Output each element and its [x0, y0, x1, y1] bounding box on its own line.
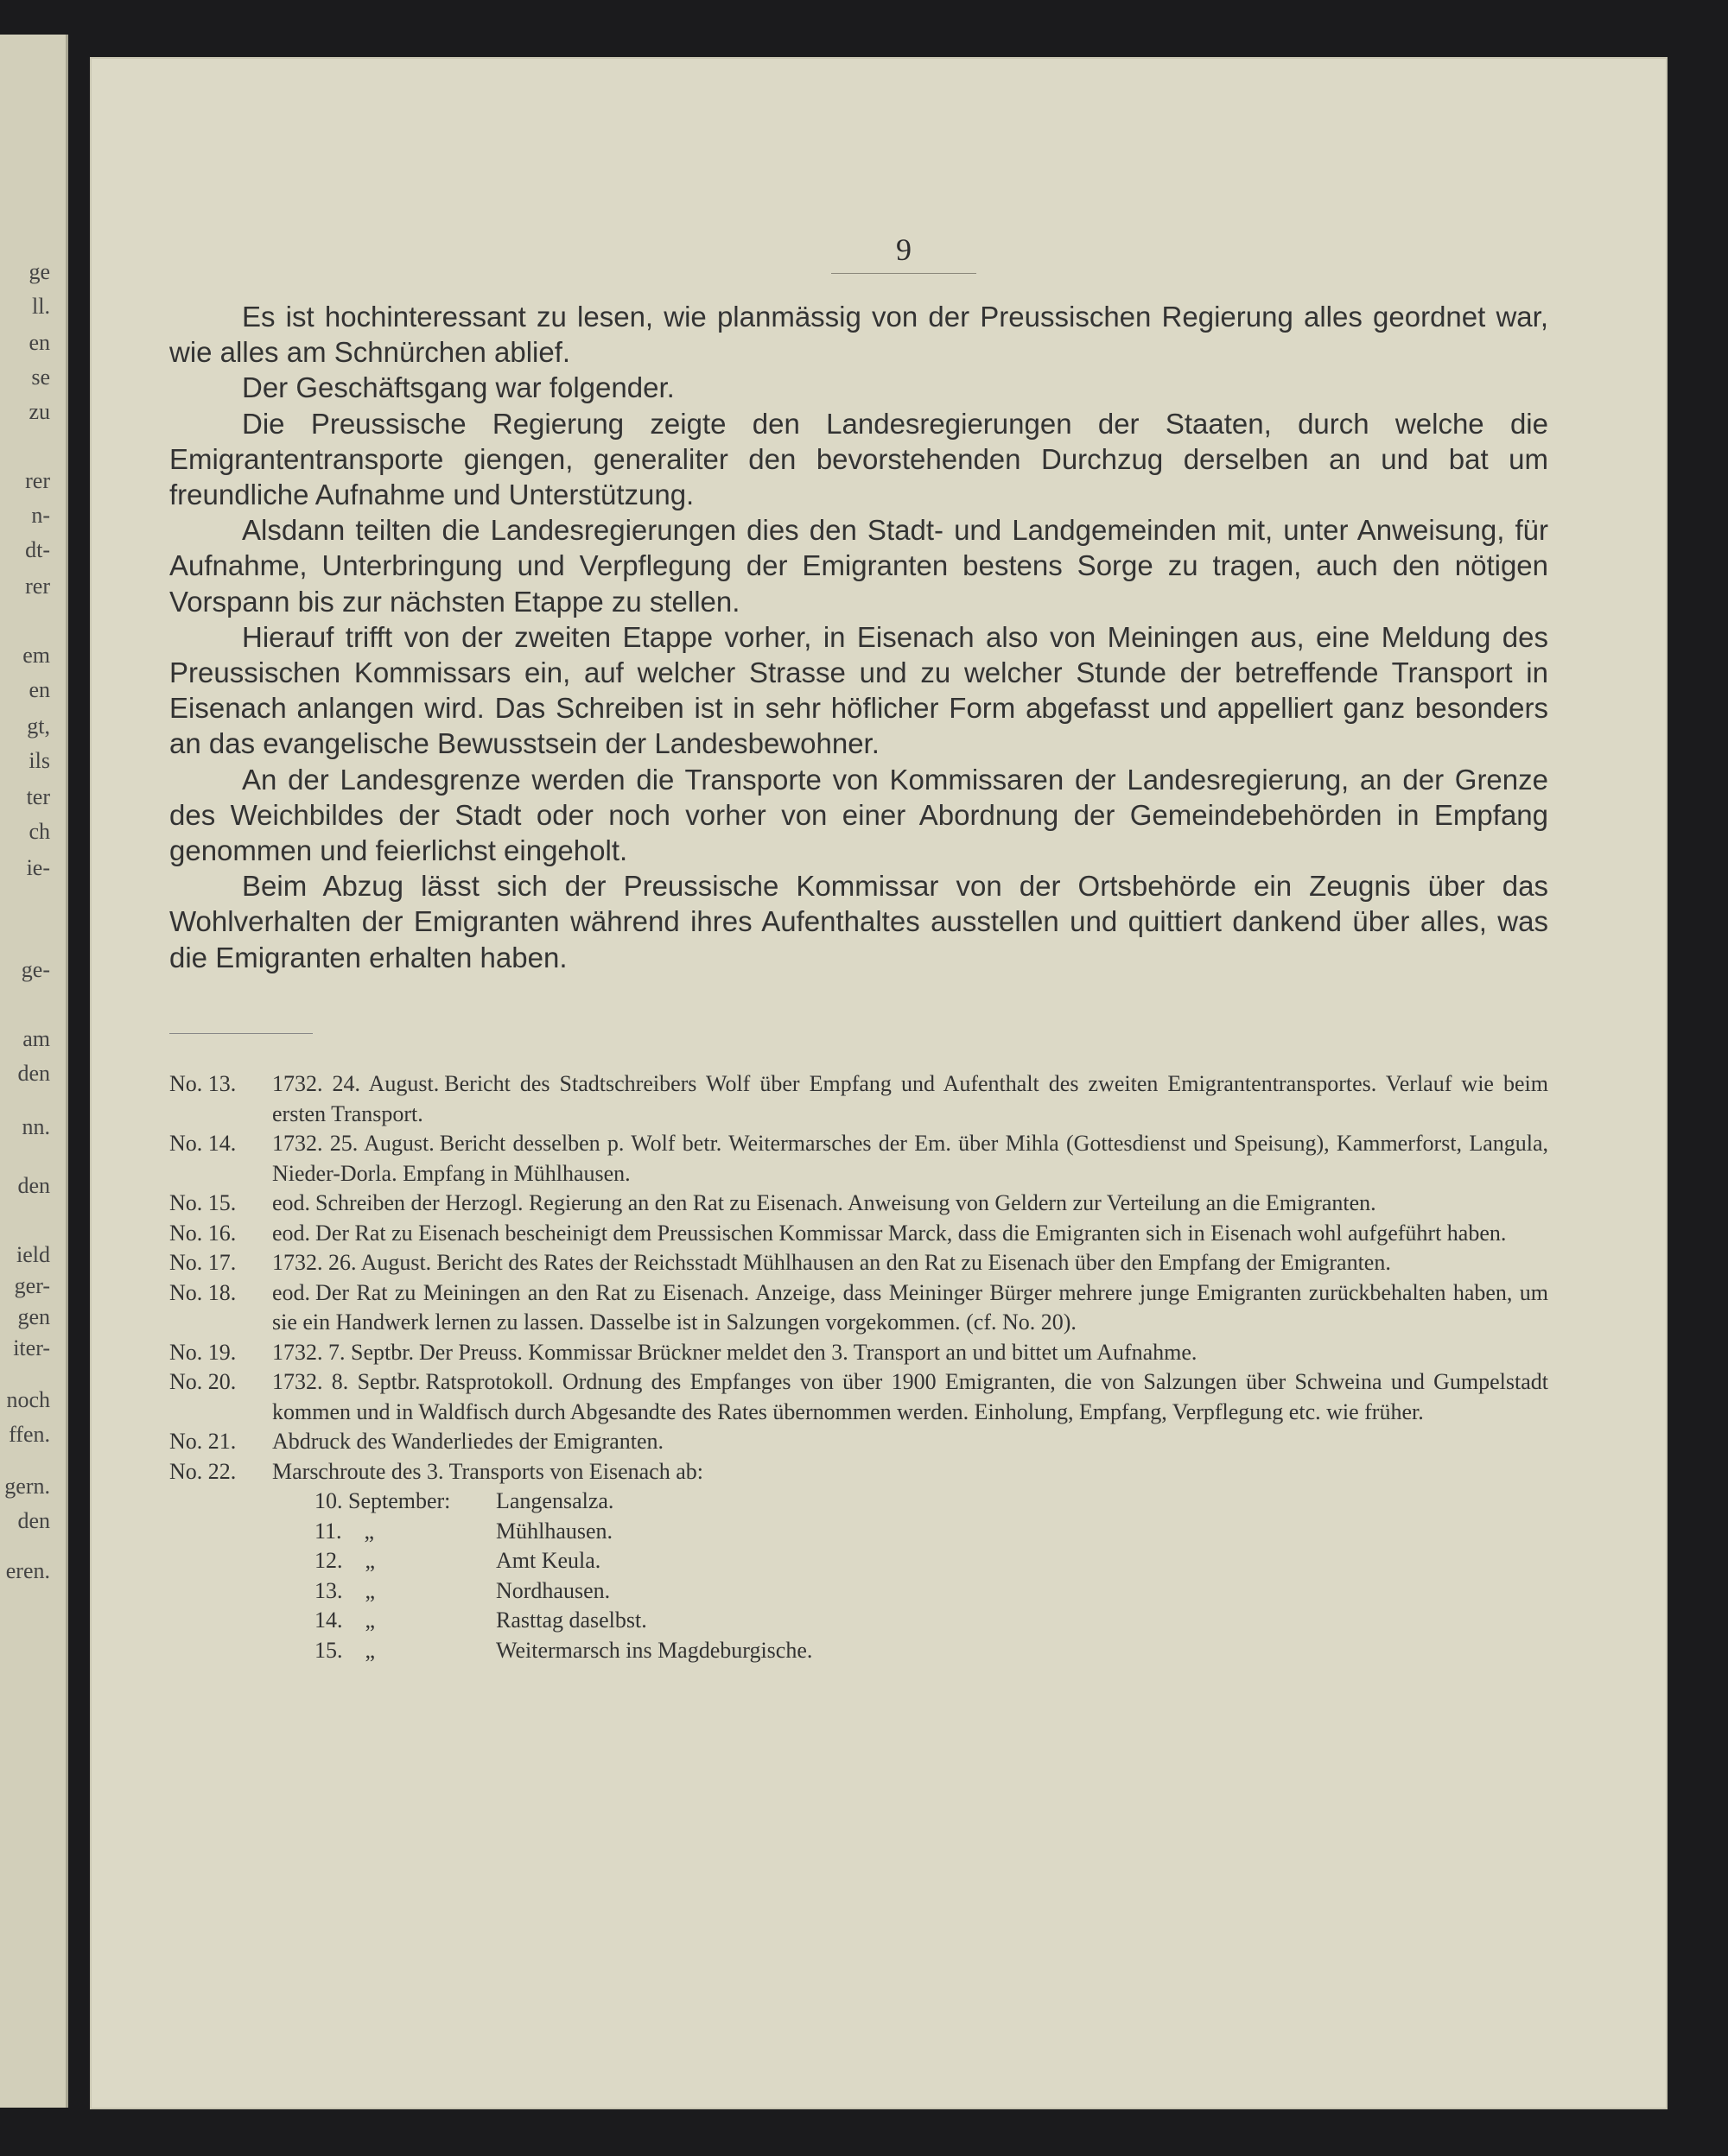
note-text-block	[272, 1219, 1548, 1249]
note-text-block	[272, 1367, 1548, 1427]
note-description: Bericht des Rates der Reichsstadt Mühlhausen an den Rat zu Eisenach über den Empfang der Emigranten.	[436, 1250, 1391, 1275]
note-description: Schreiben der Herzogl. Regierung an den Rat zu Eisenach. Anweisung von Geldern zur Verteilung an die Emigranten.	[315, 1190, 1376, 1215]
note-description: Ratsprotokoll. Ordnung des Empfanges von über 1900 Emigranten, die von Salzungen über Schweina und Gumpelstadt kommen und in Waldfisch durch Abgesandte des Rates übernommen werden. Einholung, Empfang, Verpflegung etc. wie früher.	[272, 1369, 1549, 1424]
body-paragraph: Es ist hochinteressant zu lesen, wie planmässig von der Preussischen Regierung alles geordnet war, wie alles am Schnürchen ablief.	[169, 301, 1548, 369]
route-place: Langensalza.	[496, 1488, 614, 1513]
note-description: Bericht des Stadtschreibers Wolf über Empfang und Aufenthalt des zweiten Emigrantentransportes. Verlauf wie beim ersten Transport.	[272, 1071, 1548, 1126]
facing-page-text-fragment: den	[17, 1061, 50, 1086]
facing-page-text-fragment: ger-	[14, 1273, 50, 1298]
facing-page-text-fragment: gen	[17, 1304, 50, 1329]
note-entry	[169, 1219, 1548, 1249]
facing-page-text-fragment: n-	[31, 503, 50, 528]
note-number: No. 19.	[169, 1339, 237, 1365]
note-entry	[169, 1338, 1548, 1368]
facing-page-text-fragment: iter-	[13, 1335, 50, 1360]
facing-page-text-fragment: dt-	[25, 537, 50, 562]
route-place: Rasttag daselbst.	[496, 1607, 647, 1633]
route-stop	[314, 1487, 1548, 1517]
route-place: Mühlhausen.	[496, 1518, 613, 1544]
note-number: No. 22.	[169, 1458, 237, 1484]
note-text-block	[272, 1457, 1548, 1487]
facing-page-text-fragment: rer	[25, 468, 50, 493]
facing-page-text-fragment: ge	[29, 259, 50, 284]
route-date: 13. „	[314, 1577, 376, 1603]
book-page	[92, 59, 1666, 2108]
note-date: 1732. 25. August.	[272, 1131, 435, 1156]
note-date: eod.	[272, 1279, 311, 1305]
route-stop	[314, 1517, 1548, 1547]
note-number: No. 18.	[169, 1279, 237, 1305]
facing-page-text-fragment: den	[17, 1173, 50, 1198]
note-text-block	[272, 1189, 1548, 1219]
facing-page-text-fragment: ils	[29, 748, 50, 773]
note-text-block	[272, 1338, 1548, 1368]
note-description: Abdruck des Wanderliedes der Emigranten.	[272, 1429, 664, 1454]
facing-page-text-fragment: ge-	[21, 957, 50, 982]
note-date: eod.	[272, 1220, 311, 1246]
note-date: 1732. 7. Septbr.	[272, 1339, 414, 1365]
note-text-block	[272, 1427, 1548, 1457]
body-paragraph: Beim Abzug lässt sich der Preussische Kommissar von der Ortsbehörde ein Zeugnis über das Wohlverhalten der Emigranten während ihres Aufenthaltes ausstellen und quittiert dankend über alles, was die Emigranten erhalten haben.	[169, 870, 1548, 973]
note-entry	[169, 1129, 1548, 1189]
facing-page-text-fragment: ie-	[26, 855, 50, 880]
route-place: Amt Keula.	[496, 1548, 601, 1573]
route-place: Nordhausen.	[496, 1577, 611, 1603]
route-date: 14. „	[314, 1607, 376, 1633]
body-paragraph: Hierauf trifft von der zweiten Etappe vorher, in Eisenach also von Meiningen aus, eine Meldung des Preussischen Kommissars ein, auf welcher Strasse und zu welcher Stunde der betreffende Transport in Eisenach anlangen wird. Das Schreiben ist in sehr höflicher Form abgefasst und appelliert ganz besonders an das evangelische Bewusstsein der Landesbewohner.	[169, 620, 1548, 760]
note-entry	[169, 1189, 1548, 1219]
main-text	[169, 299, 1548, 975]
body-paragraph: Die Preussische Regierung zeigte den Landesregierungen der Staaten, durch welche die Emigrantentransporte giengen, generaliter den bevorstehenden Durchzug derselben an und bat um freundliche Aufnahme und Unterstützung.	[169, 407, 1548, 511]
facing-page-text-fragment: gt,	[27, 713, 50, 739]
facing-page-text-fragment: eren.	[5, 1558, 50, 1583]
route-stop	[314, 1546, 1548, 1576]
facing-page-text-fragment: en	[29, 677, 50, 702]
route-stop	[314, 1606, 1548, 1636]
note-number: No. 14.	[169, 1131, 237, 1156]
note-text-block	[272, 1129, 1548, 1189]
facing-page-text-fragment: den	[17, 1508, 50, 1533]
facing-page-text-fragment: zu	[29, 399, 50, 424]
note-description: Der Rat zu Eisenach bescheinigt dem Preussischen Kommissar Marck, dass die Emigranten sich in Eisenach wohl aufgeführt haben.	[315, 1220, 1507, 1246]
facing-page-text-fragment: ll.	[32, 294, 50, 319]
document-notes-list	[169, 1069, 1548, 1665]
facing-page-text-fragment: se	[31, 365, 50, 390]
note-text-block	[272, 1278, 1548, 1338]
route-date: 11. „	[314, 1518, 375, 1544]
note-entry	[169, 1248, 1548, 1278]
body-paragraph: An der Landesgrenze werden die Transporte von Kommissaren der Landesregierung, an der Grenze des Weichbildes der Stadt oder noch vorher von einer Abordnung der Gemeindebehörden in Empfang genommen und feierlichst eingeholt.	[169, 763, 1548, 867]
page-number: 9	[831, 231, 976, 274]
route-date: 12. „	[314, 1548, 376, 1573]
route-place: Weitermarsch ins Magdeburgische.	[496, 1637, 813, 1663]
facing-page-text-fragment: ield	[16, 1242, 50, 1267]
note-text-block	[272, 1248, 1548, 1278]
note-date: 1732. 26. August.	[272, 1250, 432, 1275]
note-description: Der Preuss. Kommissar Brückner meldet den 3. Transport an und bittet um Aufnahme.	[418, 1339, 1198, 1365]
note-entry	[169, 1278, 1548, 1338]
note-description: Bericht desselben p. Wolf betr. Weitermarsches der Em. über Mihla (Gottesdienst und Speisung), Kammerforst, Langula, Nieder-Dorla. Empfang in Mühlhausen.	[272, 1131, 1548, 1186]
note-number: No. 13.	[169, 1071, 237, 1096]
note-entry	[169, 1427, 1548, 1457]
note-date: 1732. 24. August.	[272, 1071, 440, 1096]
note-entry	[169, 1367, 1548, 1427]
note-description: Marschroute des 3. Transports von Eisenach ab:	[272, 1458, 703, 1484]
facing-page-text-fragment: en	[29, 330, 50, 355]
route-date: 10. September:	[314, 1488, 451, 1513]
note-date: 1732. 8. Septbr.	[272, 1369, 421, 1394]
note-number: No. 15.	[169, 1190, 237, 1215]
route-stop	[314, 1576, 1548, 1607]
body-paragraph: Der Geschäftsgang war folgender.	[242, 371, 675, 404]
note-description: Der Rat zu Meiningen an den Rat zu Eisenach. Anzeige, dass Meininger Bürger mehrere junge Emigranten zurückbehalten haben, um sie ein Handwerk lernen zu lassen. Dasselbe ist in Salzungen vorgekommen. (cf. No. 20).	[272, 1279, 1548, 1335]
facing-page-text-fragment: em	[22, 643, 50, 668]
facing-page-text-fragment: ch	[29, 819, 50, 844]
body-paragraph: Alsdann teilten die Landesregierungen dies den Stadt- und Landgemeinden mit, unter Anweisung, für Aufnahme, Unterbringung und Verpflegung der Emigranten bestens Sorge zu tragen, auch den nötigen Vorspann bis zur nächsten Etappe zu stellen.	[169, 514, 1548, 618]
facing-page-edge	[0, 35, 68, 2108]
facing-page-text-fragment: noch	[6, 1387, 50, 1412]
note-text-block	[272, 1069, 1548, 1129]
facing-page-text-fragment: rer	[25, 574, 50, 599]
note-number: No. 16.	[169, 1220, 237, 1246]
facing-page-text-fragment: am	[22, 1026, 50, 1051]
route-date: 15. „	[314, 1637, 376, 1663]
facing-page-text-fragment: gern.	[4, 1474, 50, 1499]
footnote-rule	[169, 1033, 313, 1034]
note-number: No. 20.	[169, 1369, 237, 1394]
note-number: No. 17.	[169, 1250, 237, 1275]
note-entry	[169, 1457, 1548, 1487]
facing-page-text-fragment: ffen.	[9, 1422, 50, 1447]
note-entry	[169, 1069, 1548, 1129]
facing-page-text-fragment: nn.	[22, 1114, 50, 1139]
note-number: No. 21.	[169, 1429, 237, 1454]
route-stop	[314, 1636, 1548, 1666]
note-date: eod.	[272, 1190, 311, 1215]
facing-page-text-fragment: ter	[26, 784, 50, 809]
march-route	[314, 1487, 1548, 1665]
